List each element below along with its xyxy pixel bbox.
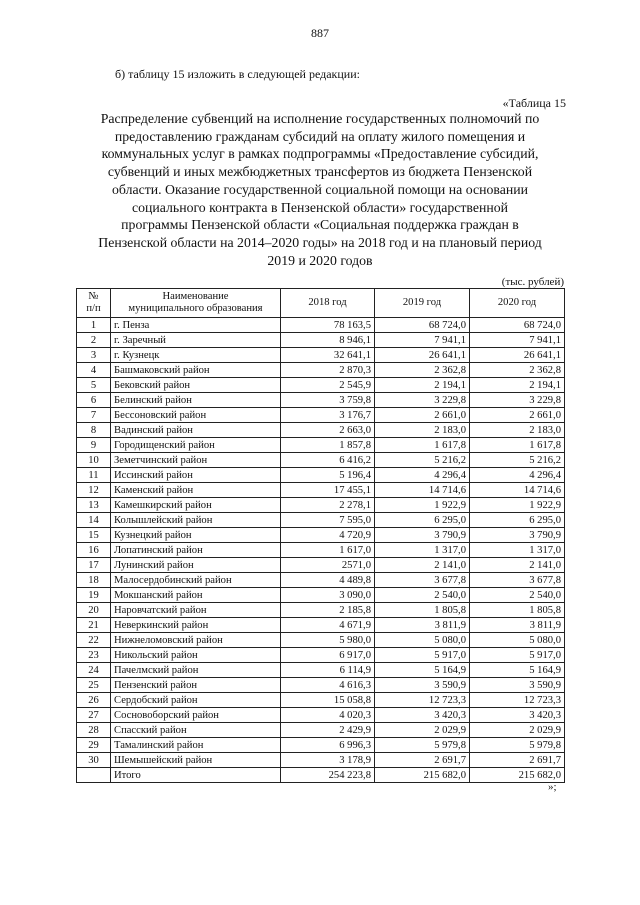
value-2019: 5 080,0 bbox=[375, 633, 470, 648]
municipality-name: Городищенский район bbox=[111, 438, 281, 453]
value-2018: 2 663,0 bbox=[281, 423, 375, 438]
header-row bbox=[77, 289, 565, 318]
row-number: 28 bbox=[77, 723, 111, 738]
value-2020: 2 661,0 bbox=[470, 408, 565, 423]
row-number: 8 bbox=[77, 423, 111, 438]
value-2019: 2 362,8 bbox=[375, 363, 470, 378]
row-number: 15 bbox=[77, 528, 111, 543]
table-row bbox=[77, 453, 565, 468]
page-number: 887 bbox=[311, 26, 329, 40]
value-2019: 215 682,0 bbox=[375, 768, 470, 783]
value-2019: 1 317,0 bbox=[375, 543, 470, 558]
value-2019: 7 941,1 bbox=[375, 333, 470, 348]
municipality-name: Тамалинский район bbox=[111, 738, 281, 753]
value-2020: 3 811,9 bbox=[470, 618, 565, 633]
table-row bbox=[77, 363, 565, 378]
row-number: 10 bbox=[77, 453, 111, 468]
value-2019: 3 811,9 bbox=[375, 618, 470, 633]
value-2019: 5 216,2 bbox=[375, 453, 470, 468]
table-marker: «Таблица 15 bbox=[502, 96, 566, 110]
value-2019: 1 805,8 bbox=[375, 603, 470, 618]
municipality-name: Белинский район bbox=[111, 393, 281, 408]
row-number: 16 bbox=[77, 543, 111, 558]
value-2020: 4 296,4 bbox=[470, 468, 565, 483]
municipality-name: Башмаковский район bbox=[111, 363, 281, 378]
value-2020: 3 590,9 bbox=[470, 678, 565, 693]
value-2019: 3 420,3 bbox=[375, 708, 470, 723]
value-2018: 2 185,8 bbox=[281, 603, 375, 618]
table-row bbox=[77, 513, 565, 528]
table-row bbox=[77, 543, 565, 558]
value-2020: 5 164,9 bbox=[470, 663, 565, 678]
table-row bbox=[77, 468, 565, 483]
value-2018: 6 917,0 bbox=[281, 648, 375, 663]
table-body bbox=[77, 318, 565, 783]
value-2019: 1 922,9 bbox=[375, 498, 470, 513]
value-2020: 1 922,9 bbox=[470, 498, 565, 513]
table-row bbox=[77, 678, 565, 693]
row-number: 19 bbox=[77, 588, 111, 603]
value-2018: 6 416,2 bbox=[281, 453, 375, 468]
table-row bbox=[77, 753, 565, 768]
value-2019: 5 917,0 bbox=[375, 648, 470, 663]
value-2020: 12 723,3 bbox=[470, 693, 565, 708]
municipality-name: Неверкинский район bbox=[111, 618, 281, 633]
header-name-line: Наименование bbox=[162, 291, 229, 302]
table-row bbox=[77, 663, 565, 678]
title-line: социального контракта в Пензенской области» государственной bbox=[132, 199, 508, 215]
value-2019: 3 229,8 bbox=[375, 393, 470, 408]
row-number: 25 bbox=[77, 678, 111, 693]
value-2018: 4 616,3 bbox=[281, 678, 375, 693]
value-2019: 2 661,0 bbox=[375, 408, 470, 423]
value-2019: 12 723,3 bbox=[375, 693, 470, 708]
municipality-name: Лунинский район bbox=[111, 558, 281, 573]
value-2018: 6 996,3 bbox=[281, 738, 375, 753]
row-number: 26 bbox=[77, 693, 111, 708]
row-number: 29 bbox=[77, 738, 111, 753]
value-2018: 2 870,3 bbox=[281, 363, 375, 378]
value-2020: 2 540,0 bbox=[470, 588, 565, 603]
value-2019: 3 677,8 bbox=[375, 573, 470, 588]
row-number: 5 bbox=[77, 378, 111, 393]
value-2020: 5 979,8 bbox=[470, 738, 565, 753]
closing-quote: »; bbox=[548, 781, 557, 793]
row-number: 20 bbox=[77, 603, 111, 618]
value-2019: 2 029,9 bbox=[375, 723, 470, 738]
municipality-name: Сосновоборский район bbox=[111, 708, 281, 723]
value-2019: 2 141,0 bbox=[375, 558, 470, 573]
units-label: (тыс. рублей) bbox=[501, 276, 564, 288]
municipality-name: Спасский район bbox=[111, 723, 281, 738]
value-2020: 2 194,1 bbox=[470, 378, 565, 393]
value-2019: 6 295,0 bbox=[375, 513, 470, 528]
municipality-name: Итого bbox=[111, 768, 281, 783]
municipality-name: Камешкирский район bbox=[111, 498, 281, 513]
value-2018: 7 595,0 bbox=[281, 513, 375, 528]
value-2018: 78 163,5 bbox=[281, 318, 375, 333]
table-row bbox=[77, 708, 565, 723]
table-row bbox=[77, 633, 565, 648]
municipality-name: Иссинский район bbox=[111, 468, 281, 483]
row-number: 23 bbox=[77, 648, 111, 663]
value-2018: 3 178,9 bbox=[281, 753, 375, 768]
municipality-name: Сердобский район bbox=[111, 693, 281, 708]
value-2020: 2 183,0 bbox=[470, 423, 565, 438]
municipality-name: г. Пенза bbox=[111, 318, 281, 333]
municipality-name: Наровчатский район bbox=[111, 603, 281, 618]
municipality-name: Пензенский район bbox=[111, 678, 281, 693]
table-row bbox=[77, 573, 565, 588]
row-number: 1 bbox=[77, 318, 111, 333]
table-row bbox=[77, 648, 565, 663]
row-number: 7 bbox=[77, 408, 111, 423]
value-2019: 4 296,4 bbox=[375, 468, 470, 483]
row-number: 14 bbox=[77, 513, 111, 528]
header-number-line: № bbox=[88, 291, 99, 302]
municipality-name: Колышлейский район bbox=[111, 513, 281, 528]
row-number: 3 bbox=[77, 348, 111, 363]
header-number-line: п/п bbox=[86, 303, 101, 314]
value-2018: 4 489,8 bbox=[281, 573, 375, 588]
municipality-name: Каменский район bbox=[111, 483, 281, 498]
table-row bbox=[77, 618, 565, 633]
intro-text: б) таблицу 15 изложить в следующей редакции: bbox=[115, 67, 360, 81]
value-2019: 68 724,0 bbox=[375, 318, 470, 333]
municipality-name: Кузнецкий район bbox=[111, 528, 281, 543]
title-line: программы Пензенской области «Социальная поддержка граждан в bbox=[121, 217, 519, 233]
table-row bbox=[77, 348, 565, 363]
header-number bbox=[77, 289, 111, 318]
value-2020: 6 295,0 bbox=[470, 513, 565, 528]
value-2020: 26 641,1 bbox=[470, 348, 565, 363]
municipality-name: Мокшанский район bbox=[111, 588, 281, 603]
table-row bbox=[77, 588, 565, 603]
table-row bbox=[77, 408, 565, 423]
total-row bbox=[77, 768, 565, 783]
row-number: 12 bbox=[77, 483, 111, 498]
header-2018: 2018 год bbox=[281, 289, 375, 318]
value-2018: 17 455,1 bbox=[281, 483, 375, 498]
value-2020: 3 790,9 bbox=[470, 528, 565, 543]
municipality-name: г. Заречный bbox=[111, 333, 281, 348]
title-line: субвенций и иных межбюджетных трансфертов из бюджета Пензенской bbox=[107, 164, 533, 180]
value-2020: 2 362,8 bbox=[470, 363, 565, 378]
municipality-name: Бековский район bbox=[111, 378, 281, 393]
municipality-name: г. Кузнецк bbox=[111, 348, 281, 363]
row-number: 22 bbox=[77, 633, 111, 648]
municipality-name: Лопатинский район bbox=[111, 543, 281, 558]
table-row bbox=[77, 723, 565, 738]
value-2020: 1 617,8 bbox=[470, 438, 565, 453]
row-number: 11 bbox=[77, 468, 111, 483]
municipality-name: Никольский район bbox=[111, 648, 281, 663]
municipality-name: Пачелмский район bbox=[111, 663, 281, 678]
value-2019: 14 714,6 bbox=[375, 483, 470, 498]
title-line: области. Оказание государственной социальной помощи на основании bbox=[112, 181, 528, 197]
value-2020: 5 080,0 bbox=[470, 633, 565, 648]
value-2020: 2 141,0 bbox=[470, 558, 565, 573]
value-2019: 2 540,0 bbox=[375, 588, 470, 603]
value-2018: 3 176,7 bbox=[281, 408, 375, 423]
header-name-line: муниципального образования bbox=[128, 303, 263, 314]
title-line: Пензенской области на 2014–2020 годы» на 2018 год и на плановый период bbox=[98, 234, 542, 250]
row-number: 13 bbox=[77, 498, 111, 513]
value-2018: 2 429,9 bbox=[281, 723, 375, 738]
municipality-name: Бессоновский район bbox=[111, 408, 281, 423]
value-2019: 26 641,1 bbox=[375, 348, 470, 363]
table-row bbox=[77, 603, 565, 618]
municipality-name: Малосердобинский район bbox=[111, 573, 281, 588]
value-2020: 68 724,0 bbox=[470, 318, 565, 333]
value-2018: 4 671,9 bbox=[281, 618, 375, 633]
value-2019: 3 790,9 bbox=[375, 528, 470, 543]
value-2019: 2 691,7 bbox=[375, 753, 470, 768]
value-2018: 5 980,0 bbox=[281, 633, 375, 648]
table-row bbox=[77, 528, 565, 543]
row-number: 21 bbox=[77, 618, 111, 633]
value-2018: 32 641,1 bbox=[281, 348, 375, 363]
table-row bbox=[77, 693, 565, 708]
municipality-name: Шемышейский район bbox=[111, 753, 281, 768]
value-2019: 2 183,0 bbox=[375, 423, 470, 438]
municipality-name: Земетчинский район bbox=[111, 453, 281, 468]
title-line: предоставлению гражданам субсидий на оплату жилого помещения и bbox=[114, 128, 526, 144]
row-number bbox=[77, 768, 111, 783]
value-2019: 5 164,9 bbox=[375, 663, 470, 678]
table-row bbox=[77, 393, 565, 408]
value-2020: 5 216,2 bbox=[470, 453, 565, 468]
row-number: 27 bbox=[77, 708, 111, 723]
value-2020: 3 677,8 bbox=[470, 573, 565, 588]
table-row bbox=[77, 498, 565, 513]
header-2019: 2019 год bbox=[375, 289, 470, 318]
value-2018: 15 058,8 bbox=[281, 693, 375, 708]
value-2020: 2 691,7 bbox=[470, 753, 565, 768]
value-2018: 4 020,3 bbox=[281, 708, 375, 723]
value-2020: 14 714,6 bbox=[470, 483, 565, 498]
value-2018: 2 545,9 bbox=[281, 378, 375, 393]
table-header bbox=[77, 289, 565, 318]
row-number: 2 bbox=[77, 333, 111, 348]
value-2020: 1 805,8 bbox=[470, 603, 565, 618]
table-row bbox=[77, 423, 565, 438]
value-2018: 3 759,8 bbox=[281, 393, 375, 408]
value-2020: 2 029,9 bbox=[470, 723, 565, 738]
value-2019: 5 979,8 bbox=[375, 738, 470, 753]
table-row bbox=[77, 483, 565, 498]
value-2020: 3 229,8 bbox=[470, 393, 565, 408]
title-line: Распределение субвенций на исполнение государственных полномочий по bbox=[100, 111, 540, 126]
value-2018: 2 278,1 bbox=[281, 498, 375, 513]
table-row bbox=[77, 438, 565, 453]
title-line: коммунальных услуг в рамках подпрограммы «Предоставление субсидий, bbox=[101, 146, 539, 162]
value-2020: 7 941,1 bbox=[470, 333, 565, 348]
table-row bbox=[77, 318, 565, 333]
value-2018: 5 196,4 bbox=[281, 468, 375, 483]
row-number: 18 bbox=[77, 573, 111, 588]
value-2018: 4 720,9 bbox=[281, 528, 375, 543]
table-title bbox=[66, 110, 574, 269]
value-2020: 1 317,0 bbox=[470, 543, 565, 558]
table-row bbox=[77, 738, 565, 753]
value-2020: 5 917,0 bbox=[470, 648, 565, 663]
row-number: 9 bbox=[77, 438, 111, 453]
title-line: 2019 и 2020 годов bbox=[267, 252, 373, 268]
value-2019: 1 617,8 bbox=[375, 438, 470, 453]
subvention-table bbox=[76, 288, 565, 783]
value-2019: 3 590,9 bbox=[375, 678, 470, 693]
value-2018: 3 090,0 bbox=[281, 588, 375, 603]
row-number: 6 bbox=[77, 393, 111, 408]
row-number: 30 bbox=[77, 753, 111, 768]
value-2020: 215 682,0 bbox=[470, 768, 565, 783]
value-2018: 6 114,9 bbox=[281, 663, 375, 678]
municipality-name: Вадинский район bbox=[111, 423, 281, 438]
value-2018: 1 857,8 bbox=[281, 438, 375, 453]
row-number: 24 bbox=[77, 663, 111, 678]
value-2019: 2 194,1 bbox=[375, 378, 470, 393]
value-2018: 1 617,0 bbox=[281, 543, 375, 558]
table-row bbox=[77, 333, 565, 348]
municipality-name: Нижнеломовский район bbox=[111, 633, 281, 648]
row-number: 4 bbox=[77, 363, 111, 378]
value-2018: 254 223,8 bbox=[281, 768, 375, 783]
value-2018: 8 946,1 bbox=[281, 333, 375, 348]
value-2020: 3 420,3 bbox=[470, 708, 565, 723]
table-row bbox=[77, 378, 565, 393]
header-name bbox=[111, 289, 281, 318]
row-number: 17 bbox=[77, 558, 111, 573]
value-2018: 2571,0 bbox=[281, 558, 375, 573]
table-row bbox=[77, 558, 565, 573]
header-2020: 2020 год bbox=[470, 289, 565, 318]
